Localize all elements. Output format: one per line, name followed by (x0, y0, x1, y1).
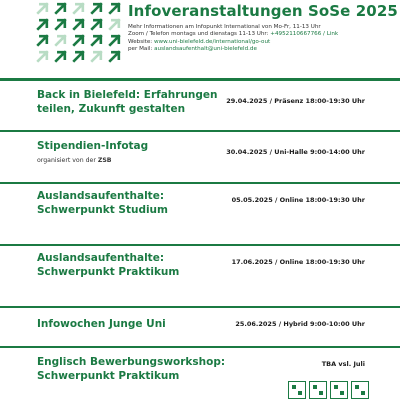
arrow-up-right-icon (54, 50, 69, 64)
arrow-up-right-icon (108, 2, 123, 16)
event-organizer: organisiert von der ZSB (37, 157, 112, 164)
info-block (128, 24, 338, 54)
event-date: 17.06.2025 / Online 18:00-19:30 Uhr (231, 258, 365, 266)
qr-code-icon[interactable] (309, 381, 327, 399)
info-zoom: Zoom / Telefon montags und dienstags 11-13 Uhr: +4952110667766 / Link (128, 31, 339, 38)
arrow-up-right-icon (54, 34, 69, 48)
event-date: 30.04.2025 / Uni-Halle 9:00-14:00 Uhr (226, 148, 365, 156)
qr-code-icon[interactable] (351, 381, 369, 399)
arrow-up-right-icon (72, 34, 87, 48)
event-name: Back in Bielefeld: Erfahrungen teilen, Zukunft gestalten (37, 89, 218, 115)
event-item (0, 244, 400, 306)
arrow-up-right-icon (108, 50, 123, 64)
arrow-up-right-icon (72, 18, 87, 32)
arrow-up-right-icon (108, 18, 123, 32)
info-website: Website: www.uni-bielefeld.de/international/go-out (128, 38, 271, 45)
phone-link[interactable]: +4952110667766 (270, 31, 322, 38)
event-name: Auslandsaufenthalte: Schwerpunkt Studium (37, 190, 168, 216)
event-item (0, 78, 400, 130)
event-name: Auslandsaufenthalte: Schwerpunkt Praktikum (37, 252, 180, 278)
info-mail: per Mail: auslandsaufenthalt@uni-bielefeld.de (128, 46, 257, 53)
event-date: 25.06.2025 / Hybrid 9:00-10:00 Uhr (235, 320, 365, 328)
arrow-up-right-icon (36, 50, 51, 64)
arrow-up-right-icon (108, 34, 123, 48)
event-date: 05.05.2025 / Online 18:00-19:30 Uhr (231, 196, 365, 204)
event-date: TBA vsl. Juli (321, 360, 365, 368)
qr-code-icon[interactable] (288, 381, 306, 399)
arrow-up-right-icon (90, 50, 105, 64)
zoom-link[interactable]: / Link (321, 31, 339, 38)
event-date: 29.04.2025 / Präsenz 18:00-19:30 Uhr (226, 97, 365, 105)
info-hours: Mehr Informationen am Infopunkt International von Mo-Fr, 11-13 Uhr (128, 24, 321, 30)
page-title: Infoveranstaltungen SoSe 2025 (128, 2, 398, 20)
website-link[interactable]: www.uni-bielefeld.de/international/go-out (153, 38, 271, 45)
event-name: Stipendien-Infotag (37, 140, 149, 152)
arrow-up-right-icon (36, 18, 51, 32)
qr-codes (288, 381, 369, 399)
arrow-up-right-icon (90, 2, 105, 16)
arrow-up-right-icon (90, 18, 105, 32)
mail-link[interactable]: auslandsaufenthalt@uni-bielefeld.de (154, 46, 257, 53)
event-item (0, 306, 400, 346)
qr-code-icon[interactable] (330, 381, 348, 399)
arrow-up-right-icon (54, 2, 69, 16)
event-name: Infowochen Junge Uni (37, 318, 166, 330)
poster-header (0, 0, 400, 78)
arrow-up-right-icon (36, 2, 51, 16)
arrow-up-right-icon (90, 34, 105, 48)
event-list (0, 78, 400, 398)
arrow-up-right-icon (72, 50, 87, 64)
arrow-up-right-icon (72, 2, 87, 16)
arrow-pattern (36, 2, 123, 64)
arrow-up-right-icon (36, 34, 51, 48)
event-item (0, 130, 400, 182)
event-item (0, 182, 400, 244)
event-name: Englisch Bewerbungsworkshop: Schwerpunkt Praktikum (37, 356, 226, 382)
arrow-up-right-icon (54, 18, 69, 32)
